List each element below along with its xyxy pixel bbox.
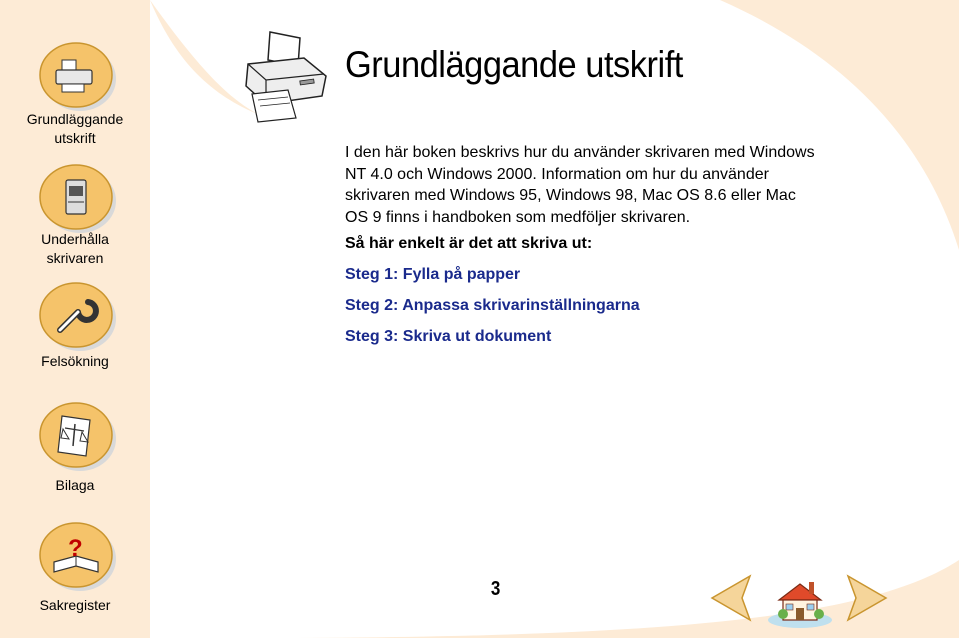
intro-text: I den här boken beskrivs hur du använder skrivaren med Windows NT 4.0 och Windows 2000. Information om hur du använder skrivaren med Windows 95, Windows 98, Mac OS 8.6 eller Mac OS 9 finns i handboken som medföljer skrivaren. [345,144,815,226]
previous-page-arrow-icon[interactable] [706,572,754,624]
svg-text:?: ? [68,535,83,562]
steps-heading: Så här enkelt är det att skriva ut: [345,235,593,252]
printer-icon [38,38,118,114]
scales-document-icon [38,398,118,474]
step-3-link[interactable]: Steg 3: Skriva ut dokument [345,328,552,345]
step-1-link[interactable]: Steg 1: Fylla på papper [345,266,521,283]
sidebar-item-bilaga[interactable] [0,390,150,500]
sidebar-item-felsokning[interactable] [0,270,150,380]
sidebar-label-line2: skrivaren [46,250,104,266]
home-house-icon[interactable] [765,570,835,630]
sidebar-item-grundlaggande-utskrift[interactable] [0,0,150,150]
question-book-icon [38,518,118,594]
sidebar-label-line1: Sakregister [39,597,111,613]
page-title: Grundläggande utskrift [345,44,683,85]
ink-cartridge-icon [38,160,118,236]
sidebar-label-line1: Bilaga [55,477,95,493]
sidebar-label-line1: Underhålla [41,231,109,247]
sidebar-label-line1: Felsökning [41,353,109,369]
sidebar-label-line1: Grundläggande [26,111,124,127]
step-2-link[interactable]: Steg 2: Anpassa skrivarinställningarna [345,297,640,314]
sidebar-item-underhalla-skrivaren[interactable] [0,150,150,270]
page-number: 3 [490,578,501,600]
wrench-icon [38,278,118,354]
sidebar-label-line2: utskrift [54,130,96,146]
printer-illustration [238,28,338,123]
next-page-arrow-icon[interactable] [844,572,892,624]
sidebar-item-sakregister[interactable] [0,510,150,630]
